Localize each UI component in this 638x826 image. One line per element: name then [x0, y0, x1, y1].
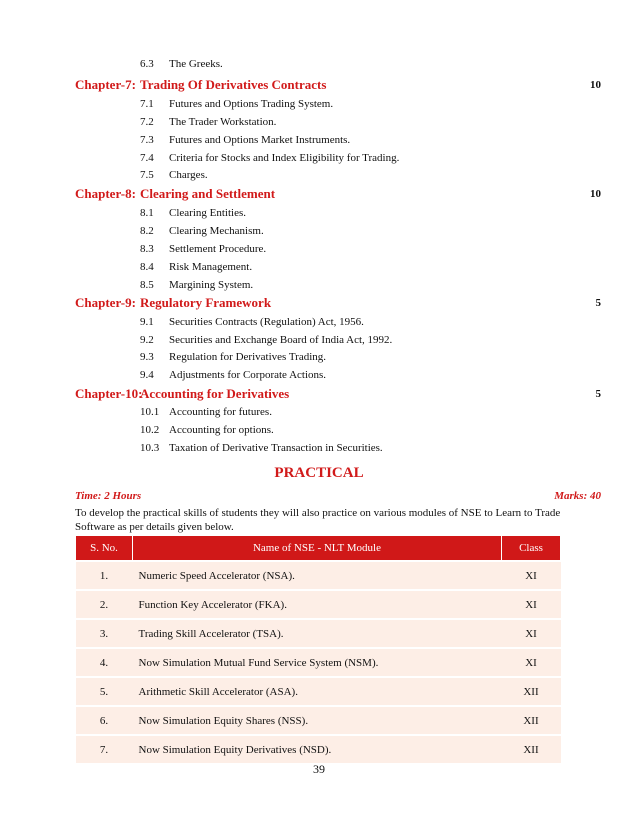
cell-module-name: Now Simulation Mutual Fund Service System (NSM). [133, 648, 502, 677]
chapter-title: Trading Of Derivatives Contracts [140, 77, 327, 92]
chapter-title: Regulatory Framework [140, 295, 272, 310]
table-row [76, 648, 561, 677]
table-header-row [76, 536, 561, 562]
item-number: 7.3 [140, 134, 154, 146]
header-class: Class [502, 536, 561, 562]
item-number: 6.3 [140, 58, 154, 70]
chapter-marks: 5 [595, 388, 601, 400]
item-number: 8.3 [140, 243, 154, 255]
item-text: Margining System. [169, 279, 254, 291]
page-number: 39 [313, 762, 325, 776]
item-text: Accounting for options. [169, 424, 274, 436]
item-number: 9.2 [140, 334, 154, 346]
cell-sno: 4. [76, 648, 133, 677]
item-text: Taxation of Derivative Transaction in Securities. [169, 442, 383, 454]
table-row [76, 619, 561, 648]
chapter-marks: 5 [595, 297, 601, 309]
item-text: Futures and Options Market Instruments. [169, 134, 351, 146]
cell-module-name: Now Simulation Equity Shares (NSS). [133, 706, 502, 735]
table-row [76, 735, 561, 764]
item-number: 8.1 [140, 207, 154, 219]
item-text: Risk Management. [169, 261, 253, 273]
time-label: Time: 2 Hours [75, 490, 142, 502]
marks-label: Marks: 40 [554, 490, 601, 502]
item-text: Regulation for Derivatives Trading. [169, 351, 327, 363]
cell-class: XII [502, 706, 561, 735]
item-text: Securities and Exchange Board of India Act, 1992. [169, 334, 393, 346]
section-heading: PRACTICAL [274, 465, 364, 481]
item-number: 7.2 [140, 116, 154, 128]
cell-module-name: Trading Skill Accelerator (TSA). [133, 619, 502, 648]
item-number: 8.2 [140, 225, 154, 237]
table-row [76, 561, 561, 590]
cell-class: XI [502, 590, 561, 619]
item-text: Clearing Mechanism. [169, 225, 264, 237]
item-number: 9.3 [140, 351, 154, 363]
cell-class: XII [502, 677, 561, 706]
item-text: Settlement Procedure. [169, 243, 267, 255]
chapter-label: Chapter-10: [75, 386, 143, 401]
item-number: 7.5 [140, 169, 154, 181]
chapter-title: Clearing and Settlement [140, 186, 276, 201]
table-row [76, 677, 561, 706]
item-number: 8.4 [140, 261, 154, 273]
cell-module-name: Now Simulation Equity Derivatives (NSD). [133, 735, 502, 764]
cell-module-name: Function Key Accelerator (FKA). [133, 590, 502, 619]
chapter-label: Chapter-7: [75, 77, 136, 92]
item-text: Accounting for futures. [169, 406, 272, 418]
cell-sno: 2. [76, 590, 133, 619]
cell-module-name: Arithmetic Skill Accelerator (ASA). [133, 677, 502, 706]
item-number: 7.1 [140, 98, 154, 110]
item-number: 9.4 [140, 369, 154, 381]
item-text: Clearing Entities. [169, 207, 246, 219]
chapter-marks: 10 [590, 188, 601, 200]
chapter-marks: 10 [590, 79, 601, 91]
intro-paragraph: To develop the practical skills of students they will also practice on various modules of NSE to Learn to Trade Software as per details given below. [75, 507, 561, 533]
cell-sno: 6. [76, 706, 133, 735]
item-number: 10.3 [140, 442, 160, 454]
chapter-label: Chapter-9: [75, 295, 136, 310]
item-number: 9.1 [140, 316, 154, 328]
item-text: The Trader Workstation. [169, 116, 277, 128]
cell-sno: 3. [76, 619, 133, 648]
item-text: Criteria for Stocks and Index Eligibility for Trading. [169, 152, 400, 164]
module-table [75, 535, 561, 765]
item-text: The Greeks. [169, 58, 223, 70]
item-text: Charges. [169, 169, 208, 181]
chapter-title: Accounting for Derivatives [140, 386, 290, 401]
item-number: 10.1 [140, 406, 160, 418]
cell-class: XI [502, 561, 561, 590]
item-number: 8.5 [140, 279, 154, 291]
item-number: 7.4 [140, 152, 154, 164]
item-text: Securities Contracts (Regulation) Act, 1956. [169, 316, 364, 328]
cell-sno: 5. [76, 677, 133, 706]
item-text: Adjustments for Corporate Actions. [169, 369, 327, 381]
item-number: 10.2 [140, 424, 160, 436]
chapter-label: Chapter-8: [75, 186, 136, 201]
header-sno: S. No. [76, 536, 133, 562]
item-text: Futures and Options Trading System. [169, 98, 334, 110]
cell-class: XI [502, 619, 561, 648]
table-row [76, 590, 561, 619]
cell-sno: 1. [76, 561, 133, 590]
cell-module-name: Numeric Speed Accelerator (NSA). [133, 561, 502, 590]
header-module-name: Name of NSE - NLT Module [133, 536, 502, 562]
cell-sno: 7. [76, 735, 133, 764]
table-row [76, 706, 561, 735]
cell-class: XII [502, 735, 561, 764]
cell-class: XI [502, 648, 561, 677]
